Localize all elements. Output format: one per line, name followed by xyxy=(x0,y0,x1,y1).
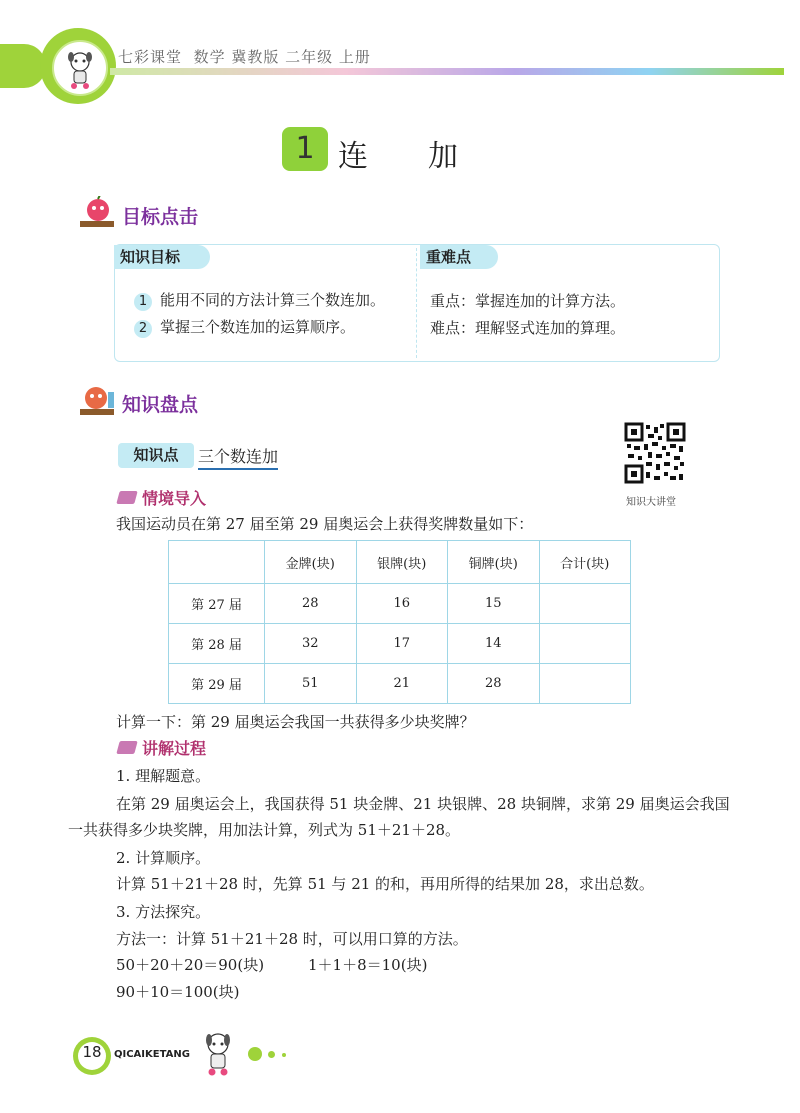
goal-number: 1 xyxy=(134,293,152,311)
lesson-number: 1 xyxy=(282,127,328,171)
tab-key-difficult: 重难点 xyxy=(420,245,498,269)
mascot-icon xyxy=(52,40,108,96)
qr-caption: 知识大讲堂 xyxy=(626,497,676,508)
table-cell: 16 xyxy=(356,584,448,624)
table-header-cell xyxy=(169,541,265,584)
explain-line: 90＋10＝100(块) xyxy=(116,983,240,1001)
explain-line: 计算 51＋21＋28 时，先算 51 与 21 的和，再用所得的结果加 28，求出总数。 xyxy=(116,875,654,893)
header-book: 数学 冀教版 二年级 上册 xyxy=(193,48,371,66)
table-cell: 28 xyxy=(265,584,357,624)
explain-heading: 讲解过程 xyxy=(142,739,207,758)
pencil-icon xyxy=(116,491,137,504)
explain-line: 一共获得多少块奖牌，用加法计算，列式为 51＋21＋28。 xyxy=(68,821,461,839)
medal-table xyxy=(168,540,631,704)
header-rainbow-band xyxy=(110,68,784,75)
explain-line: 方法一：计算 51＋21＋28 时，可以用口算的方法。 xyxy=(116,930,468,948)
table-row xyxy=(169,664,631,704)
tab-knowledge-goals: 知识目标 xyxy=(114,245,210,269)
goal-text: 掌握三个数连加的运算顺序。 xyxy=(160,318,356,336)
table-cell: 17 xyxy=(356,624,448,664)
table-header-cell: 铜牌(块) xyxy=(448,541,540,584)
decor-dot xyxy=(248,1047,262,1061)
table-cell: 第 27 届 xyxy=(169,584,265,624)
goal-item xyxy=(134,289,385,311)
table-cell: 15 xyxy=(448,584,540,624)
table-row xyxy=(169,584,631,624)
table-header-cell: 银牌(块) xyxy=(356,541,448,584)
table-cell: 51 xyxy=(265,664,357,704)
qr-code-icon[interactable] xyxy=(624,422,686,484)
explain-line: 50＋20＋20＝90(块) xyxy=(116,956,265,974)
pencil-icon xyxy=(116,741,137,754)
question-text: 计算一下：第 29 届奥运会我国一共获得多少块奖牌？ xyxy=(116,713,475,731)
explain-line: 1. 理解题意。 xyxy=(116,767,211,785)
decor-dot xyxy=(268,1051,275,1058)
table-cell: 21 xyxy=(356,664,448,704)
explain-line: 在第 29 届奥运会上，我国获得 51 块金牌、21 块银牌、28 块铜牌，求第 29 届奥运会我国 xyxy=(116,795,730,813)
table-cell xyxy=(539,584,631,624)
hard-point: 难点：理解竖式连加的算理。 xyxy=(430,319,626,337)
table-cell: 32 xyxy=(265,624,357,664)
table-cell: 14 xyxy=(448,624,540,664)
key-point: 重点：掌握连加的计算方法。 xyxy=(430,292,626,310)
table-cell xyxy=(539,624,631,664)
explain-line: 1＋1＋8＝10(块) xyxy=(308,956,428,974)
explain-line: 2. 计算顺序。 xyxy=(116,849,211,867)
header-text xyxy=(118,46,371,67)
table-cell: 第 28 届 xyxy=(169,624,265,664)
table-cell xyxy=(539,664,631,704)
table-header-cell: 金牌(块) xyxy=(265,541,357,584)
intro-text: 我国运动员在第 27 届至第 29 届奥运会上获得奖牌数量如下： xyxy=(116,515,534,533)
page-number: 18 xyxy=(82,1043,102,1061)
mascot-icon xyxy=(196,1030,240,1078)
goals-divider xyxy=(416,248,417,358)
table-header-cell: 合计(块) xyxy=(539,541,631,584)
apple-mascot-icon xyxy=(78,384,118,418)
goal-text: 能用不同的方法计算三个数连加。 xyxy=(160,291,386,309)
goal-item xyxy=(134,316,355,338)
footer-brand: QICAIKETANG xyxy=(114,1049,190,1060)
section-title-goals: 目标点击 xyxy=(122,206,199,228)
table-cell: 28 xyxy=(448,664,540,704)
decor-dot xyxy=(282,1053,286,1057)
intro-heading: 情境导入 xyxy=(142,489,207,508)
goal-number: 2 xyxy=(134,320,152,338)
explain-line: 3. 方法探究。 xyxy=(116,903,211,921)
knowledge-point-label: 知识点 xyxy=(118,443,194,468)
header-series: 七彩课堂 xyxy=(118,48,183,66)
table-row xyxy=(169,624,631,664)
knowledge-point-title: 三个数连加 xyxy=(198,444,278,470)
section-title-review: 知识盘点 xyxy=(122,394,199,416)
table-header-row xyxy=(169,541,631,584)
apple-mascot-icon xyxy=(78,196,118,230)
table-cell: 第 29 届 xyxy=(169,664,265,704)
page-title: 连加 xyxy=(338,139,518,174)
